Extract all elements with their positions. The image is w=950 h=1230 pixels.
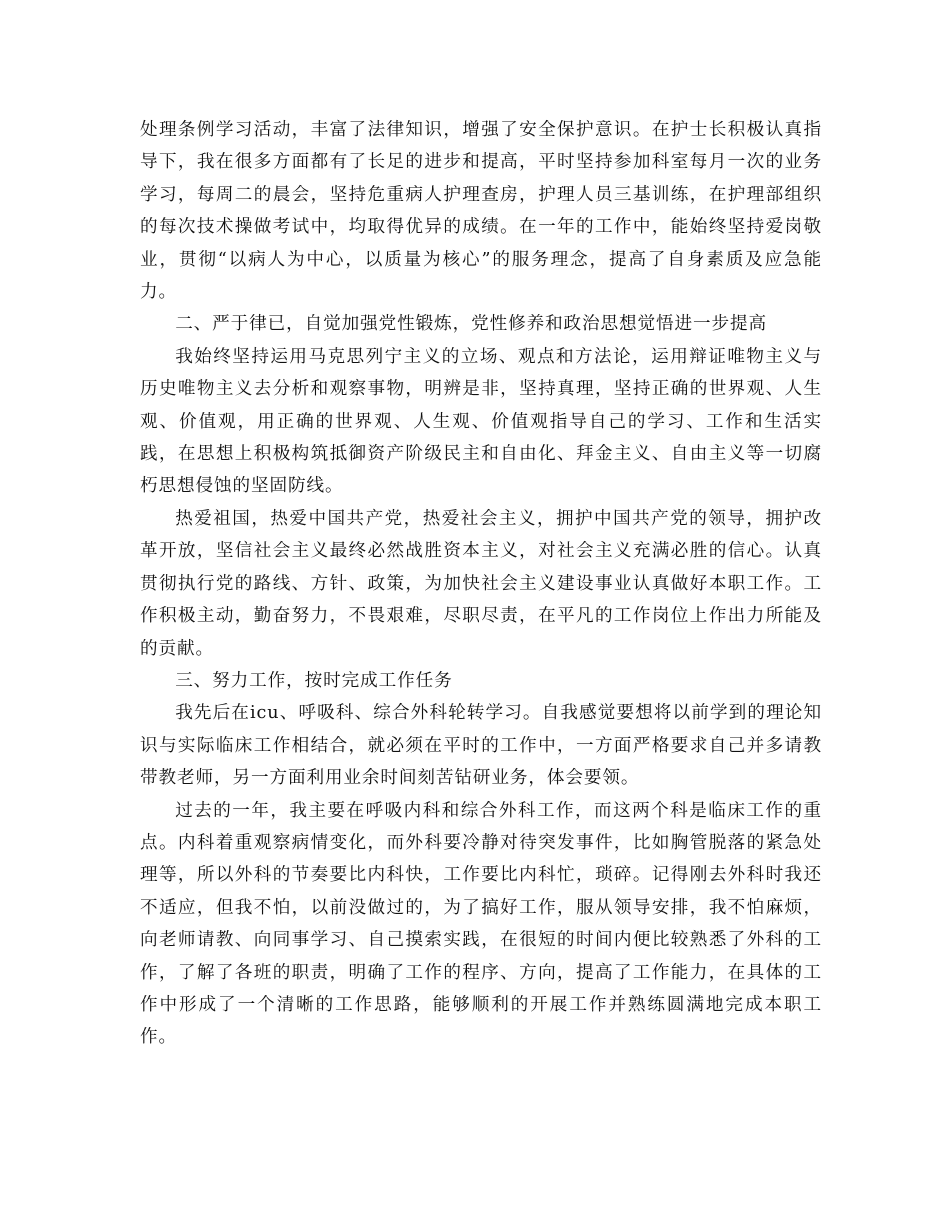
paragraph-political-theory: 我始终坚持运用马克思列宁主义的立场、观点和方法论，运用辩证唯物主义与历史唯物主义去分析和观察事物，明辨是非，坚持真理，坚持正确的世界观、人生观、价值观，用正确的世界观、人生观、价值观指导自己的学习、工作和生活实践，在思想上积极构筑抵御资产阶级民主和自由化、拜金主义、自由主义等一切腐朽思想侵蚀的坚固防线。 — [140, 346, 822, 497]
document-body — [140, 114, 822, 1054]
section-heading-3: 三、努力工作，按时完成工作任务 — [175, 670, 453, 691]
paragraph-rotation-study: 我先后在icu、呼吸科、综合外科轮转学习。自我感觉要想将以前学到的理论知识与实际临床工作相结合，就必须在平时的工作中，一方面严格要求自己并多请教带教老师，另一方面利用业余时间刻苦钻研业务，体会要领。 — [140, 703, 822, 789]
paragraph-continuation: 处理条例学习活动，丰富了法律知识，增强了安全保护意识。在护士长积极认真指导下，我在很多方面都有了长足的进步和提高，平时坚持参加科室每月一次的业务学习，每周二的晨会，坚持危重病人护理查房，护理人员三基训练，在护理部组织的每次技术操做考试中，均取得优异的成绩。在一年的工作中，能始终坚持爱岗敬业，贯彻“以病人为中心，以质量为核心”的服务理念，提高了自身素质及应急能力。 — [140, 120, 822, 303]
section-heading-2: 二、严于律已，自觉加强党性锻炼，党性修养和政治思想觉悟进一步提高 — [175, 314, 767, 335]
paragraph-patriotism: 热爱祖国，热爱中国共产党，热爱社会主义，拥护中国共产党的领导，拥护改革开放，坚信社会主义最终必然战胜资本主义，对社会主义充满必胜的信心。认真贯彻执行党的路线、方针、政策，为加快社会主义建设事业认真做好本职工作。工作积极主动，勤奋努力，不畏艰难，尽职尽责，在平凡的工作岗位上作出力所能及的贡献。 — [140, 508, 822, 659]
paragraph-past-year-work: 过去的一年，我主要在呼吸内科和综合外科工作，而这两个科是临床工作的重点。内科着重观察病情变化，而外科要冷静对待突发事件，比如胸管脱落的紧急处理等，所以外科的节奏要比内科快，工作要比内科忙，琐碎。记得刚去外科时我还不适应，但我不怕，以前没做过的，为了搞好工作，服从领导安排，我不怕麻烦，向老师请教、向同事学习、自己摸索实践，在很短的时间内便比较熟悉了外科的工作，了解了各班的职责，明确了工作的程序、方向，提高了工作能力，在具体的工作中形成了一个清晰的工作思路，能够顺利的开展工作并熟练圆满地完成本职工作。 — [140, 800, 822, 1048]
